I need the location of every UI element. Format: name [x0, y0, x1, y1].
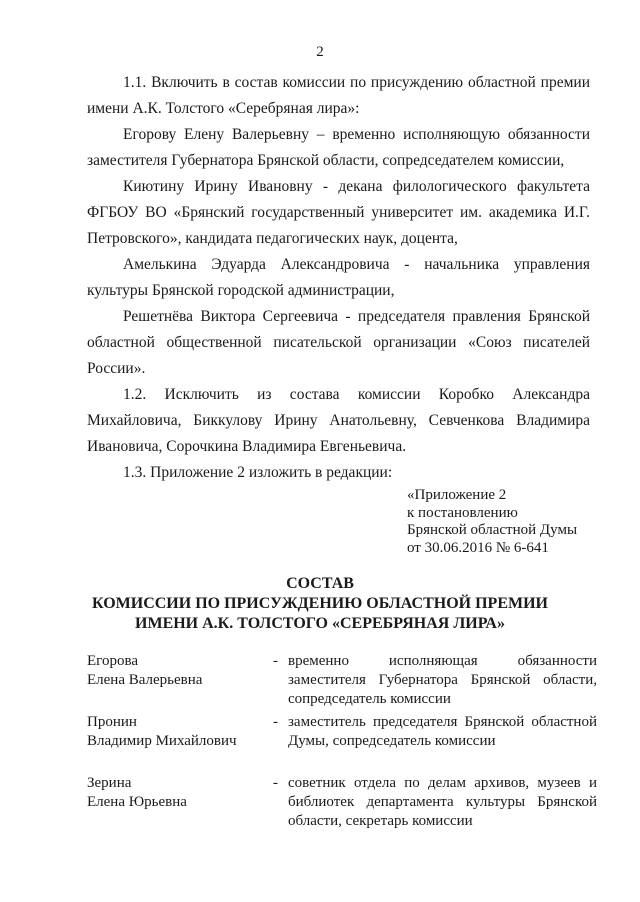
- heading-line: КОМИССИИ ПО ПРИСУЖДЕНИЮ ОБЛАСТНОЙ ПРЕМИИ: [92, 595, 548, 612]
- member-role: заместитель председателя Брянской областной Думы, сопредседатель комиссии: [288, 714, 597, 749]
- member-surname: Зерина: [87, 775, 132, 791]
- member-dash: -: [273, 714, 278, 730]
- commission-heading: [0, 574, 640, 634]
- member-role: временно исполняющая обязанности заместителя Губернатора Брянской области, сопредседатель комиссии: [288, 653, 597, 707]
- paragraph-kiyutina: Киютину Ирину Ивановну - декана филологического факультета ФГБОУ ВО «Брянский государственный университет им. академика И.Г. Петровского», кандидата педагогических наук, доцента,: [87, 178, 590, 247]
- page-number: 2: [316, 44, 324, 60]
- member-dash: -: [273, 653, 278, 669]
- appendix-line: к постановлению: [407, 504, 518, 521]
- member-dash: -: [273, 775, 278, 791]
- paragraph-1-3: 1.3. Приложение 2 изложить в редакции:: [123, 464, 393, 481]
- heading-line: СОСТАВ: [286, 575, 354, 592]
- paragraph-1-1: 1.1. Включить в состав комиссии по присуждению областной премии имени А.К. Толстого «Серебряная лира»:: [87, 74, 590, 117]
- resolution-body: [87, 70, 590, 486]
- heading-line: ИМЕНИ А.К. ТОЛСТОГО «СЕРЕБРЯНАЯ ЛИРА»: [135, 615, 505, 632]
- member-name: [87, 652, 267, 690]
- member-surname: Пронин: [87, 714, 137, 730]
- member-row: [87, 652, 597, 712]
- member-given-names: Владимир Михайлович: [87, 733, 237, 749]
- appendix-line: «Приложение 2: [407, 487, 507, 503]
- member-name: [87, 713, 267, 751]
- appendix-reference: [407, 487, 577, 557]
- paragraph-egorova: Егорову Елену Валерьевну – временно исполняющую обязанности заместителя Губернатора Брянской области, сопредседателем комиссии,: [87, 126, 590, 169]
- member-role: советник отдела по делам архивов, музеев и библиотек департамента культуры Брянской области, секретарь комиссии: [288, 775, 597, 829]
- member-given-names: Елена Валерьевна: [87, 672, 203, 688]
- member-name: [87, 774, 267, 812]
- appendix-line: от 30.06.2016 № 6-641: [407, 539, 549, 556]
- paragraph-reshetnev: Решетнёва Виктора Сергеевича - председателя правления Брянской областной общественной писательской организации «Союз писателей России».: [87, 308, 590, 377]
- paragraph-1-2: 1.2. Исключить из состава комиссии Коробко Александра Михайловича, Биккулову Ирину Анатольевну, Севченкова Владимира Ивановича, Сорочкина Владимира Евгеньевича.: [87, 386, 590, 455]
- member-row: [87, 713, 597, 773]
- member-given-names: Елена Юрьевна: [87, 794, 187, 810]
- appendix-line: Брянской областной Думы: [407, 522, 578, 538]
- member-surname: Егорова: [87, 653, 138, 669]
- member-row: [87, 774, 597, 834]
- paragraph-amelkin: Амелькина Эдуарда Александровича - начальника управления культуры Брянской городской администрации,: [87, 256, 590, 299]
